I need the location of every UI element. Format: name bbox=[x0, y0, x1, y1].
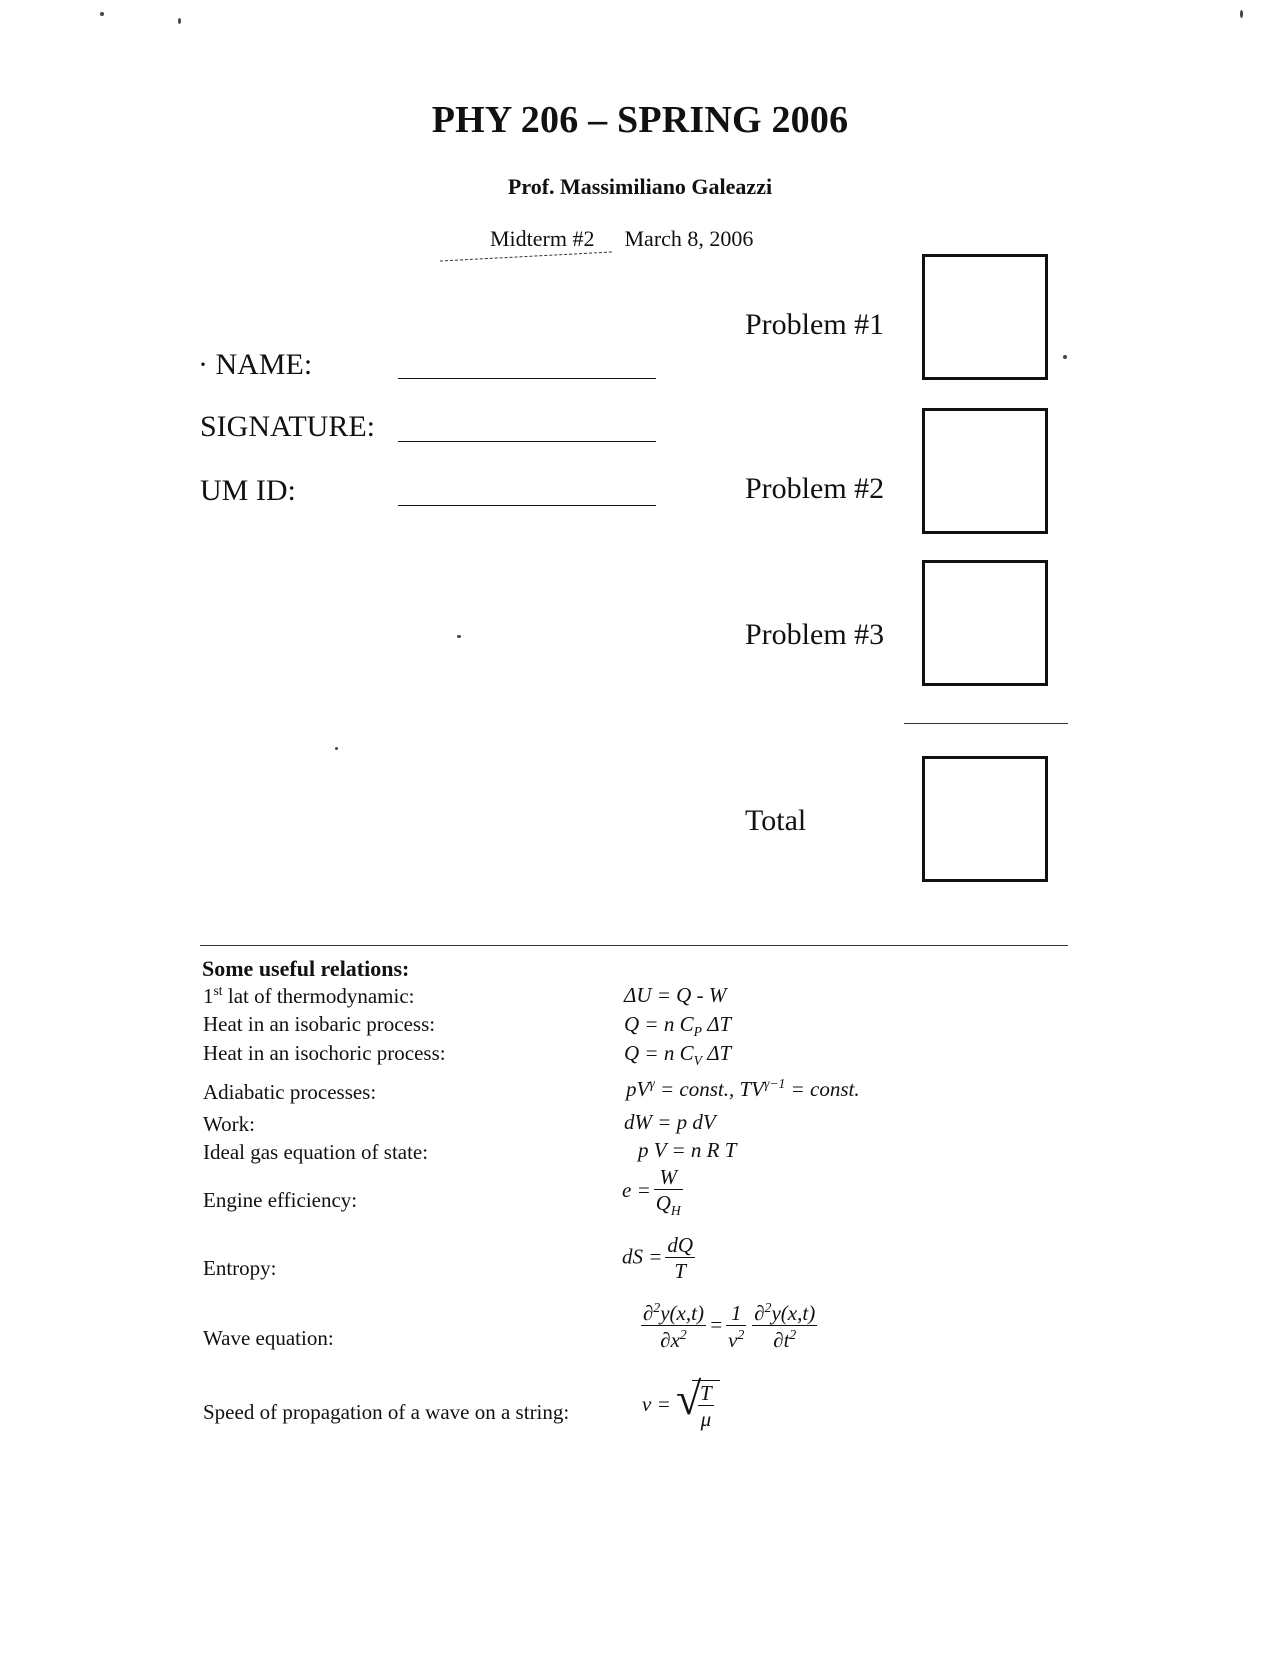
isobaric-label: Heat in an isobaric process: bbox=[203, 1012, 436, 1036]
problem1-score-box[interactable] bbox=[922, 254, 1048, 380]
professor-name: Prof. Massimiliano Galeazzi bbox=[507, 174, 773, 199]
efficiency-equation: e = $\frac{W}{Q_H}$ bbox=[622, 1165, 681, 1219]
ideal-gas-equation: p V = n R T bbox=[638, 1138, 737, 1162]
efficiency-label: Engine efficiency: bbox=[203, 1188, 358, 1212]
section-divider bbox=[200, 945, 1068, 946]
speed-label: Speed of propagation of a wave on a string: bbox=[203, 1400, 570, 1424]
exam-name: Midterm #2 bbox=[490, 226, 595, 251]
work-equation: dW = p dV bbox=[624, 1110, 716, 1134]
scan-speck bbox=[178, 18, 181, 24]
total-label: Total bbox=[745, 804, 807, 837]
first-law-label: 1st lat of thermodynamic: bbox=[203, 983, 415, 1008]
isochoric-equation: Q = n $C_V$ ΔT bbox=[624, 1041, 732, 1069]
total-score-box[interactable] bbox=[922, 756, 1048, 882]
exam-info bbox=[490, 226, 783, 252]
scan-speck bbox=[1240, 10, 1243, 18]
problem3-label: Problem #3 bbox=[745, 618, 885, 651]
exam-title: PHY 206 – SPRING 2006 bbox=[431, 99, 849, 141]
name-label: · NAME: bbox=[198, 348, 313, 381]
hand-underline bbox=[440, 252, 612, 264]
wave-label: Wave equation: bbox=[203, 1326, 334, 1350]
ideal-gas-label: Ideal gas equation of state: bbox=[203, 1140, 429, 1164]
entropy-label: Entropy: bbox=[203, 1256, 277, 1280]
isochoric-label: Heat in an isochoric process: bbox=[203, 1041, 446, 1065]
problem2-score-box[interactable] bbox=[922, 408, 1048, 534]
problem1-label: Problem #1 bbox=[745, 308, 885, 341]
problem2-label: Problem #2 bbox=[745, 472, 885, 505]
wave-equation: $\frac{\partial^2y(x,t)}{\partial x^2}$ = $\frac{1}{v^2}$ $\frac{\partial^2y(x,t)}{\partial t^2}$ bbox=[643, 1300, 816, 1353]
adiabatic-equation: $pV^\gamma$ = const., $TV^{\gamma-1}$ = const. bbox=[626, 1076, 860, 1101]
entropy-equation: dS = $\frac{dQ}{T}$ bbox=[622, 1233, 694, 1284]
problem3-score-box[interactable] bbox=[922, 560, 1048, 686]
exam-date: March 8, 2006 bbox=[624, 226, 754, 251]
umid-label: UM ID: bbox=[200, 474, 296, 507]
work-label: Work: bbox=[203, 1112, 255, 1136]
signature-field[interactable] bbox=[398, 441, 656, 442]
first-law-equation: ΔU = Q - W bbox=[624, 983, 727, 1007]
scan-speck bbox=[1063, 355, 1067, 359]
signature-label: SIGNATURE: bbox=[200, 410, 376, 443]
scan-speck bbox=[100, 12, 104, 16]
isobaric-equation: Q = n $C_P$ ΔT bbox=[624, 1012, 732, 1040]
scan-speck bbox=[335, 747, 338, 750]
name-field[interactable] bbox=[398, 378, 656, 379]
scan-speck bbox=[457, 635, 461, 638]
speed-equation: v = √ $\frac{T}{\mu}$ bbox=[642, 1380, 720, 1432]
adiabatic-label: Adiabatic processes: bbox=[203, 1080, 377, 1104]
relations-heading: Some useful relations: bbox=[202, 956, 410, 981]
total-divider bbox=[904, 723, 1068, 724]
umid-field[interactable] bbox=[398, 505, 656, 506]
